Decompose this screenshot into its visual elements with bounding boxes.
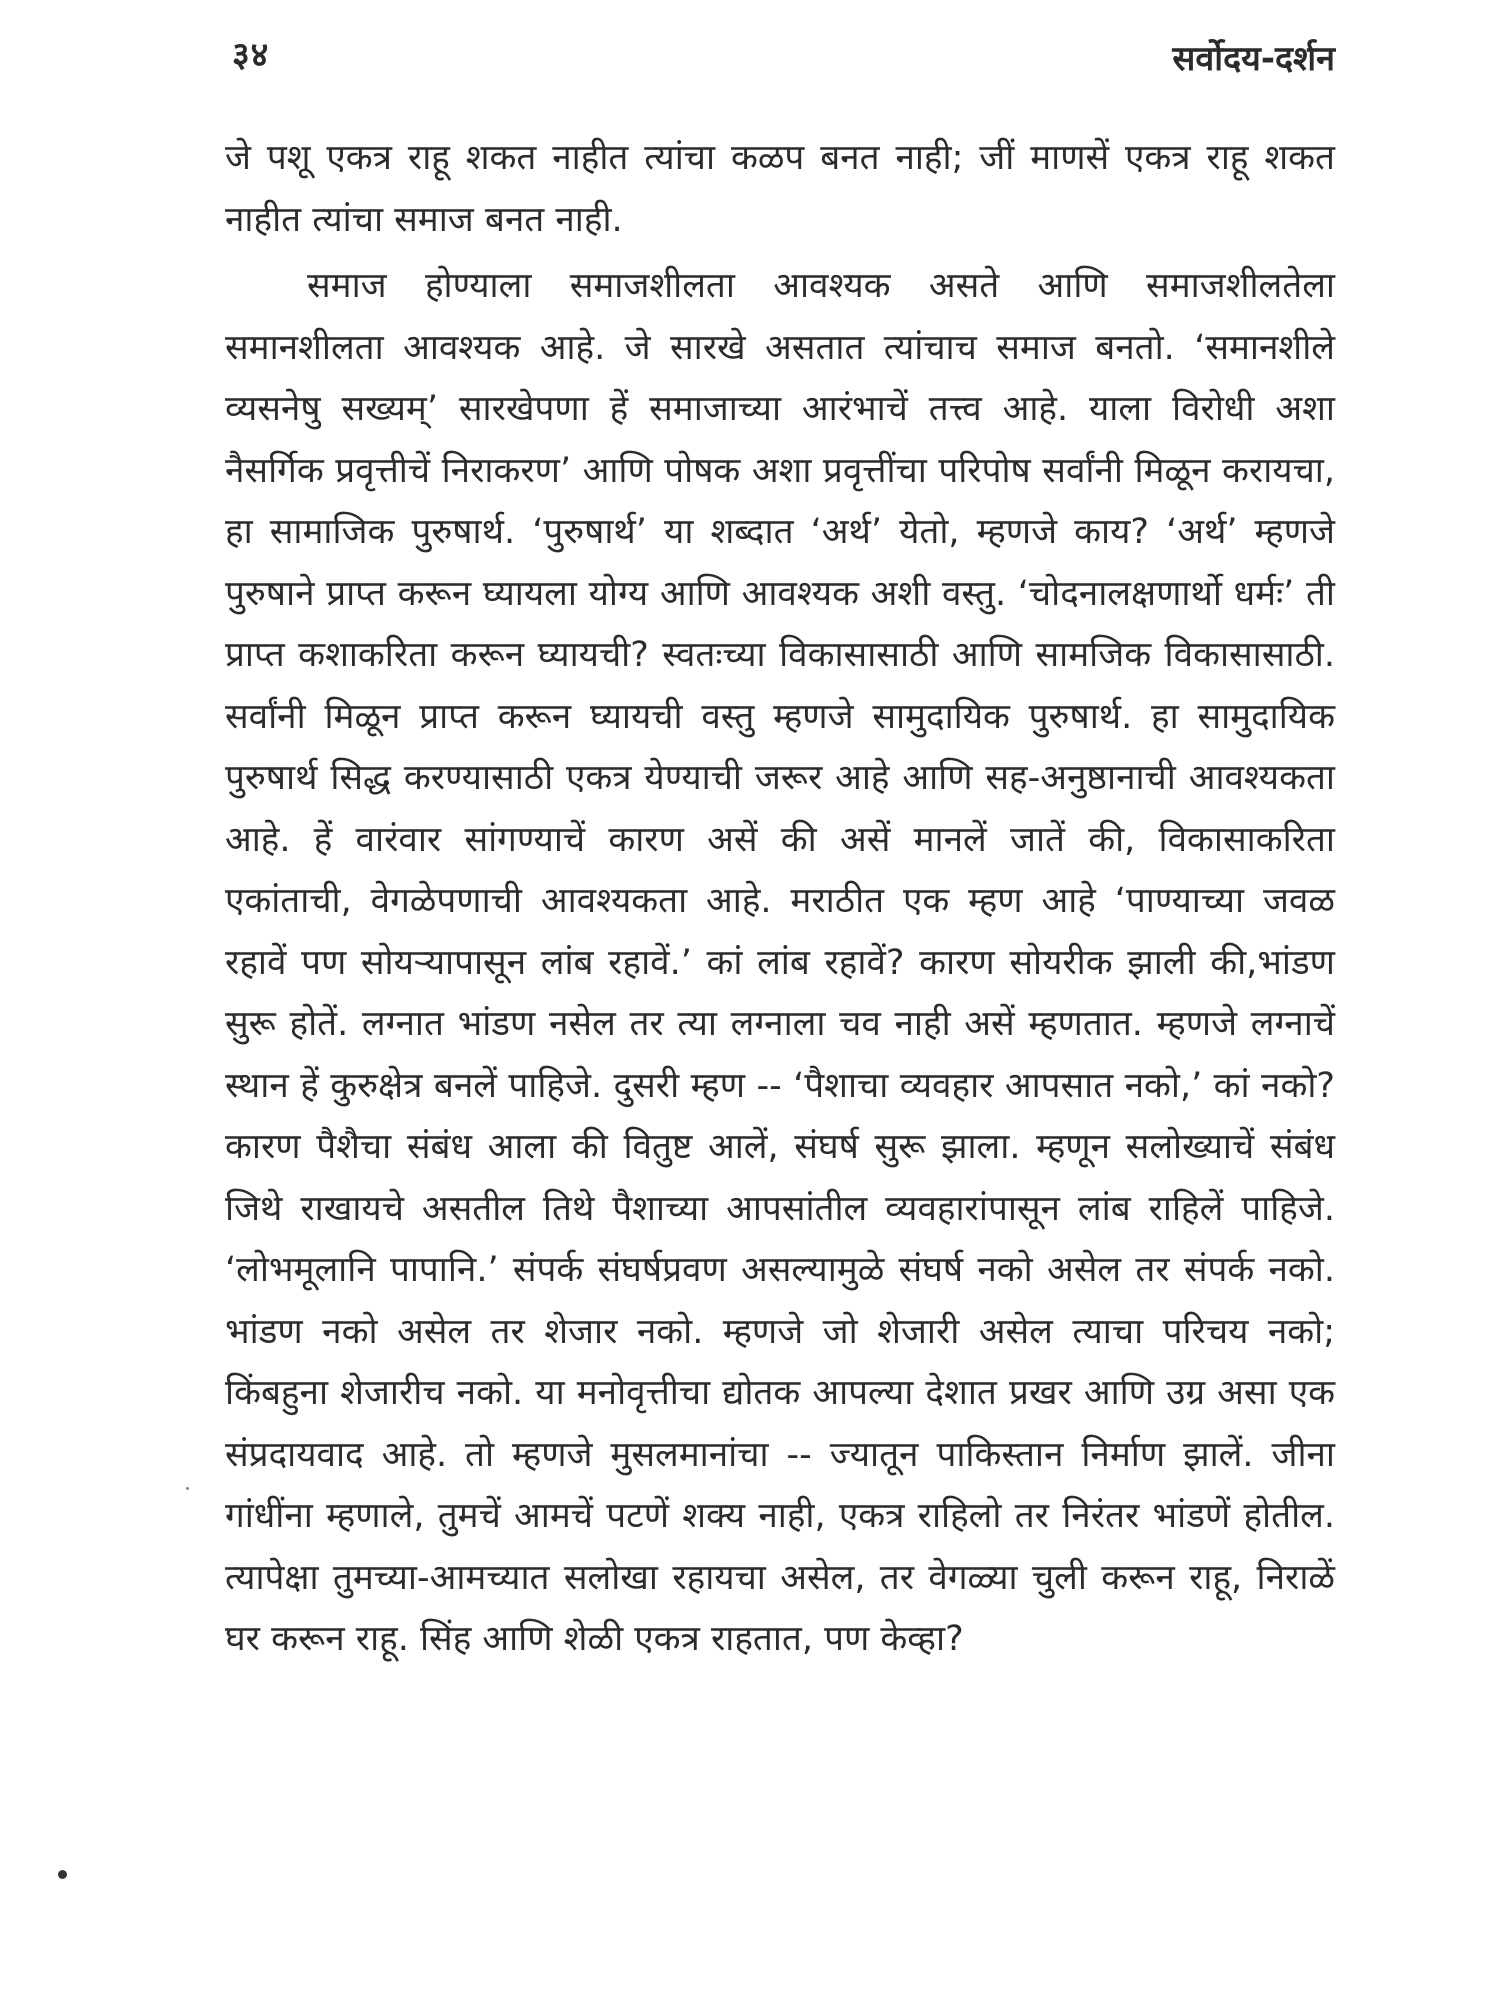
page-number: ३४ — [232, 35, 270, 75]
paragraph-2: समाज होण्याला समाजशीलता आवश्यक असते आणि समाजशीलतेला समानशीलता आवश्यक आहे. जे सारखे असतात त्यांचाच समाज बनतो. ‘समानशीले व्यसनेषु सख्यम्’ सारखेपणा हें समाजाच्या आरंभाचें तत्त्व आहे. याला विरोधी अशा नैसर्गिक प्रवृत्तीचें निराकरण’ आणि पोषक अशा प्रवृत्तींचा परिपोष सर्वांनी मिळून करायचा, हा सामाजिक पुरुषार्थ. ‘पुरुषार्थ’ या शब्दात ‘अर्थ’ येतो, म्हणजे काय? ‘अर्थ’ म्हणजे पुरुषाने प्राप्त करून घ्यायला योग्य आणि आवश्यक अशी वस्तु. ‘चोदनालक्षणार्थो धर्मः’ ती प्राप्त कशाकरिता करून घ्यायची? स्वतःच्या विकासासाठी आणि सामजिक विकासासाठी. सर्वांनी मिळून प्राप्त करून घ्यायची वस्तु म्हणजे सामुदायिक पुरुषार्थ. हा सामुदायिक पुरुषार्थ सिद्ध करण्यासाठी एकत्र येण्याची जरूर आहे आणि सह-अनुष्ठानाची आवश्यकता आहे. हें वारंवार सांगण्याचें कारण असें की असें मानलें जातें की, विकासाकरिता एकांताची, वेगळेपणाची आवश्यकता आहे. मराठीत एक म्हण आहे ‘पाण्याच्या जवळ रहावें पण सोयऱ्यापासून लांब रहावें.’ कां लांब रहावें? कारण सोयरीक झाली की,भांडण सुरू होतें. लग्नात भांडण नसेल तर त्या लग्नाला चव नाही असें म्हणतात. म्हणजे लग्नाचें स्थान हें कुरुक्षेत्र बनलें पाहिजे. दुसरी म्हण -- ‘पैशाचा व्यवहार आपसात नको,’ कां नको? कारण पैशैचा संबंध आला की वितुष्ट आलें, संघर्ष सुरू झाला. म्हणून सलोख्याचें संबंध जिथे राखायचे असतील तिथे पैशाच्या आपसांतील व्यवहारांपासून लांब राहिलें पाहिजे. ‘लोभमूलानि पापानि.’ संपर्क संघर्षप्रवण असल्यामुळे संघर्ष नको असेल तर संपर्क नको. भांडण नको असेल तर शेजार नको. म्हणजे जो शेजारी असेल त्याचा परिचय नको; किंबहुना शेजारीच नको. या मनोवृत्तीचा द्योतक आपल्या देशात प्रखर आणि उग्र असा एक संप्रदायवाद आहे. तो म्हणजे मुसलमानांचा -- ज्यातून पाकिस्तान निर्माण झालें. जीना गांधींना म्हणाले, तुमचें आमचें पटणें शक्य नाही, एकत्र राहिलो तर निरंतर भांडणें होतील. त्यापेक्षा तुमच्या-आमच्यात सलोखा रहायचा असेल, तर वेगळ्या चुली करून राहू, निराळें घर करून राहू. सिंह आणि शेळी एकत्र राहतात, पण केव्हा? — [225, 266, 1335, 1659]
body-text — [225, 128, 1335, 1671]
scan-speck — [58, 1870, 67, 1879]
running-title: सर्वोदय-दर्शन — [1172, 39, 1335, 79]
scan-speck — [186, 1487, 189, 1490]
paragraph-1: जे पशू एकत्र राहू शकत नाहीत त्यांचा कळप बनत नाही; जीं माणसें एकत्र राहू शकत नाहीत त्यांचा समाज बनत नाही. — [225, 138, 1335, 240]
